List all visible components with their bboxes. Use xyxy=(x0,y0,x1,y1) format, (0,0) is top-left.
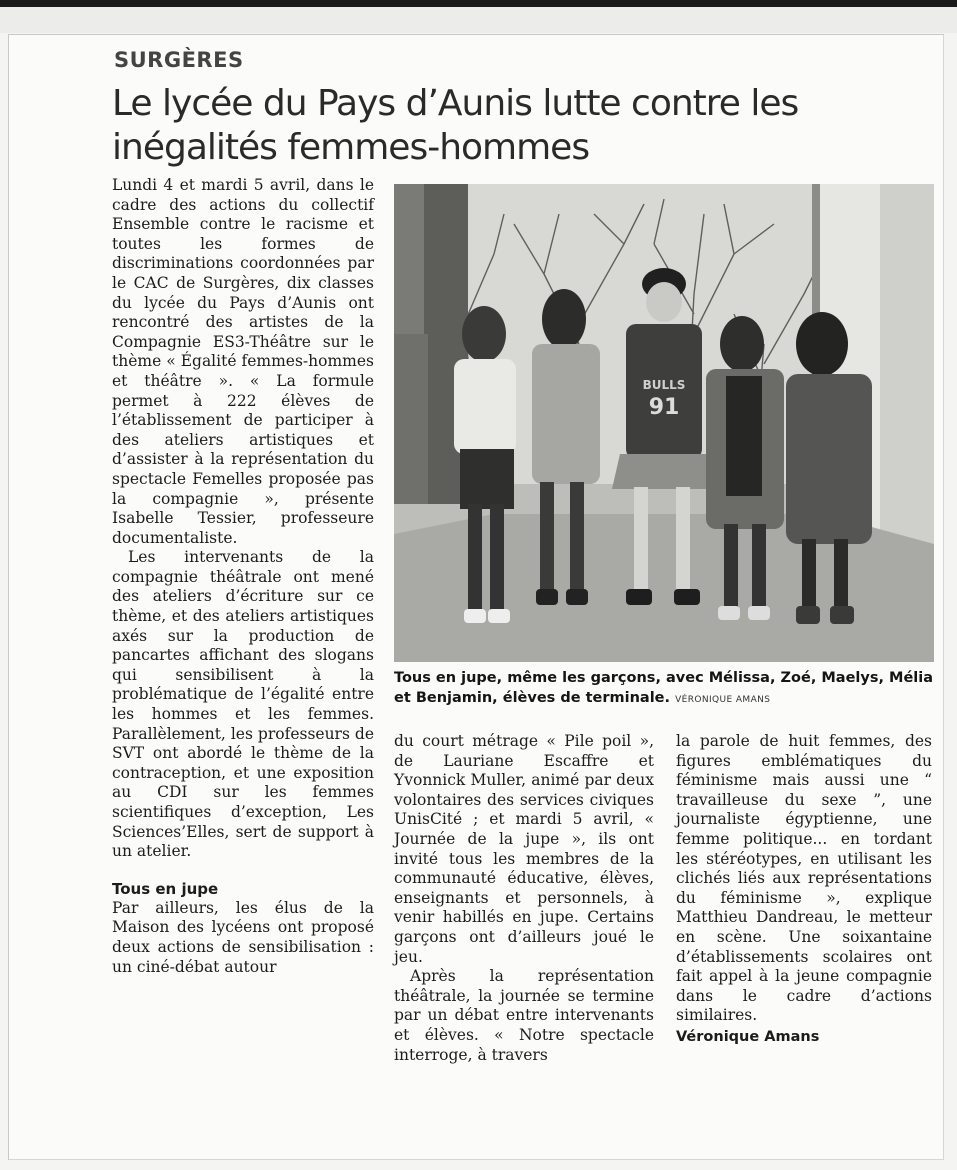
article-column-3 xyxy=(676,732,932,1048)
article-headline: Le lycée du Pays d’Aunis lutte contre les inégalités femmes-hommes xyxy=(112,83,799,168)
article-kicker: SURGÈRES xyxy=(114,48,244,72)
paragraph: Lundi 4 et mardi 5 avril, dans le cadre des actions du collectif Ensemble contre le racisme et toutes les formes de discriminations coordonnées par le CAC de Surgères, dix classes du lycée du Pays d’Aunis ont rencontré des artistes de la Compagnie ES3-Théâtre sur le thème « Égalité femmes-hommes et théâtre ». « La formule permet à 222 élèves de l’établissement de participer à des ateliers artistiques et d’assister à la représentation du spectacle Femelles proposée pas la compagnie », présente Isabelle Tessier, professeure documentaliste. xyxy=(112,176,374,547)
paragraph: Les intervenants de la compagnie théâtrale ont mené des ateliers d’écriture sur ce thème, et des ateliers artistiques axés sur la production de pancartes affichant des slogans qui sensibilisent à la problématique de l’égalité entre les hommes et les femmes. Parallèlement, les professeurs de SVT ont abordé le thème de la contraception, et une exposition au CDI sur les femmes scientifiques d’exception, Les Sciences’Elles, sert de support à un atelier. xyxy=(112,548,374,861)
article-subhead: Tous en jupe xyxy=(112,879,219,898)
article-byline: Véronique Amans xyxy=(676,1028,820,1045)
photo-credit: VÉRONIQUE AMANS xyxy=(675,695,771,705)
photo-illustration xyxy=(394,184,934,662)
article-column-2 xyxy=(394,732,654,1065)
scan-page-edge xyxy=(0,7,957,33)
jersey-number: 91 xyxy=(648,395,680,420)
article-column-1 xyxy=(112,176,374,977)
paragraph: Par ailleurs, les élus de la Maison des lycéens ont proposé deux actions de sensibilisation : un ciné-débat autour xyxy=(112,898,374,976)
scan-top-border xyxy=(0,0,957,7)
jersey-text: BULLS xyxy=(642,378,686,392)
paragraph: Après la représentation théâtrale, la journée se termine par un débat entre intervenants et élèves. « Notre spectacle interroge, à travers xyxy=(394,967,654,1064)
paragraph: la parole de huit femmes, des figures emblématiques du féminisme mais aussi une “ travailleuse du sexe ”, une journaliste égyptienne, une femme politique... en tordant les stéréotypes, en utilisant les clichés liés aux représentations du féminisme », explique Matthieu Dandreau, le metteur en scène. Une soixantaine d’établissements scolaires ont fait appel à la jeune compagnie dans le cadre d’actions similaires. xyxy=(676,732,932,1025)
paragraph: du court métrage « Pile poil », de Lauriane Escaffre et Yvonnick Muller, animé par deux volontaires des services civiques UnisCité ; et mardi 5 avril, « Journée de la jupe », ils ont invité tous les membres de la communauté éducative, élèves, enseignants et personnels, à venir habillés en jupe. Certains garçons ont d’ailleurs joué le jeu. xyxy=(394,732,654,966)
article-photo xyxy=(394,184,934,662)
photo-caption xyxy=(394,668,934,710)
caption-text: Tous en jupe, même les garçons, avec Mélissa, Zoé, Maelys, Mélia et Benjamin, élèves de terminale. xyxy=(394,670,934,706)
